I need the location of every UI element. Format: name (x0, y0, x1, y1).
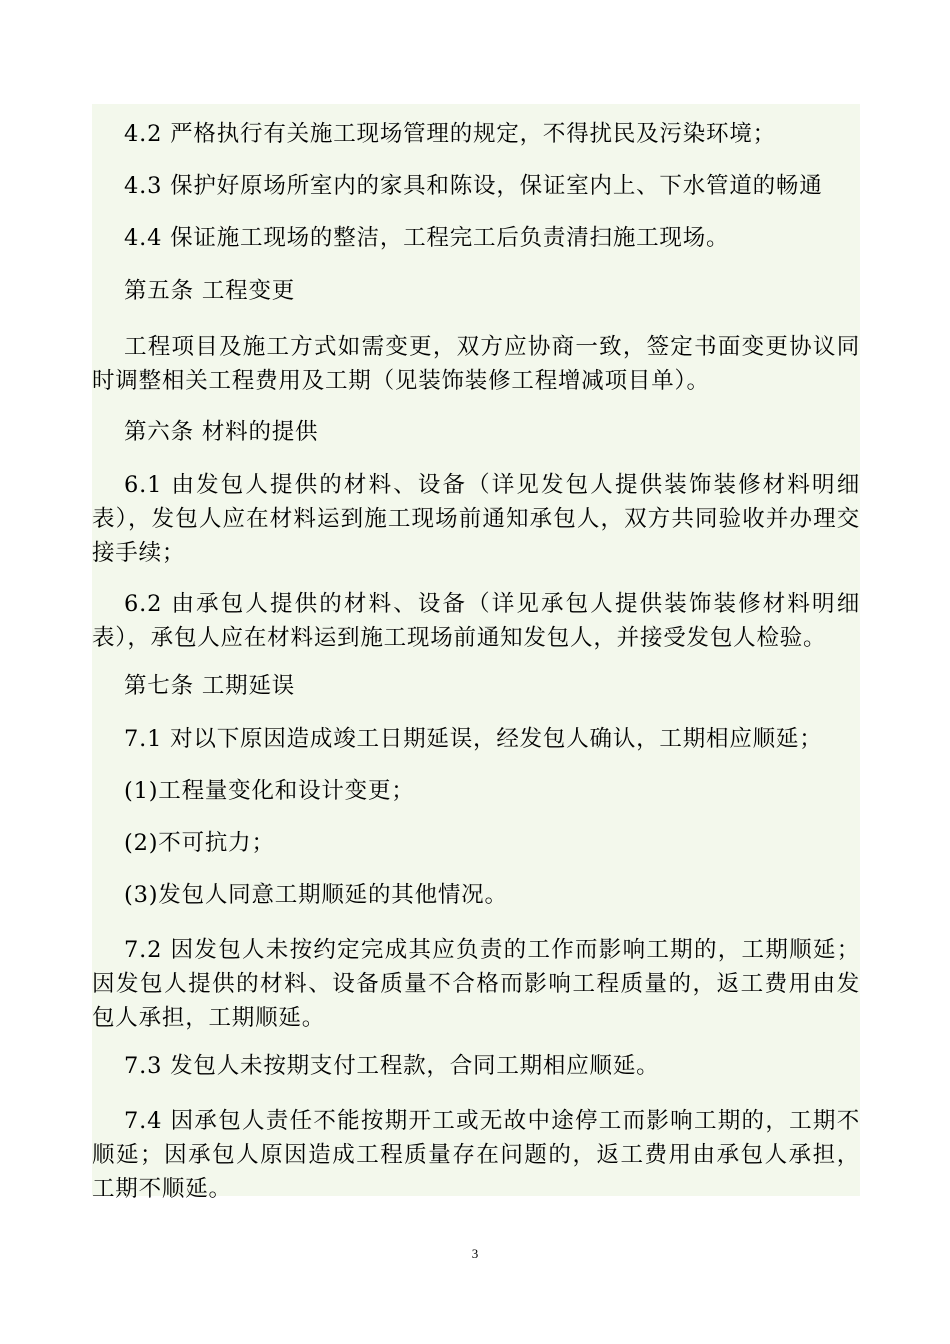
paragraph-7-2: 7.2 因发包人未按约定完成其应负责的工作而影响工期的，工期顺延；因发包人提供的材料、设备质量不合格而影响工程质量的，返工费用由发包人承担，工期顺延。 (92, 937, 860, 1031)
paragraph-4-4: 4.4 保证施工现场的整洁，工程完工后负责清扫施工现场。 (124, 225, 730, 251)
paragraph-4-3: 4.3 保护好原场所室内的家具和陈设，保证室内上、下水管道的畅通 (124, 173, 823, 199)
page-number: 3 (471, 1246, 479, 1261)
list-item-3: (3)发包人同意工期顺延的其他情况。 (124, 882, 508, 908)
heading-article-5: 第五条 工程变更 (124, 278, 296, 304)
paragraph-article-5: 工程项目及施工方式如需变更，双方应协商一致，签定书面变更协议同时调整相关工程费用及工期（见装饰装修工程增减项目单）。 (92, 334, 860, 394)
heading-article-6: 第六条 材料的提供 (124, 419, 319, 445)
paragraph-6-2: 6.2 由承包人提供的材料、设备（详见承包人提供装饰装修材料明细表），承包人应在材料运到施工现场前通知发包人，并接受发包人检验。 (92, 591, 860, 651)
paragraph-7-4: 7.4 因承包人责任不能按期开工或无故中途停工而影响工期的，工期不顺延；因承包人原因造成工程质量存在问题的，返工费用由承包人承担，工期不顺延。 (92, 1108, 860, 1202)
document-body (92, 104, 860, 1202)
paragraph-7-3: 7.3 发包人未按期支付工程款，合同工期相应顺延。 (124, 1053, 660, 1079)
paragraph-4-2: 4.2 严格执行有关施工现场管理的规定，不得扰民及污染环境； (124, 121, 776, 147)
paragraph-7-1: 7.1 对以下原因造成竣工日期延误，经发包人确认，工期相应顺延； (124, 726, 823, 752)
paragraph-6-1: 6.1 由发包人提供的材料、设备（详见发包人提供装饰装修材料明细表），发包人应在材料运到施工现场前通知承包人，双方共同验收并办理交接手续； (92, 472, 860, 566)
list-item-1: (1)工程量变化和设计变更； (124, 778, 415, 804)
list-item-2: (2)不可抗力； (124, 830, 275, 856)
heading-article-7: 第七条 工期延误 (124, 673, 296, 699)
